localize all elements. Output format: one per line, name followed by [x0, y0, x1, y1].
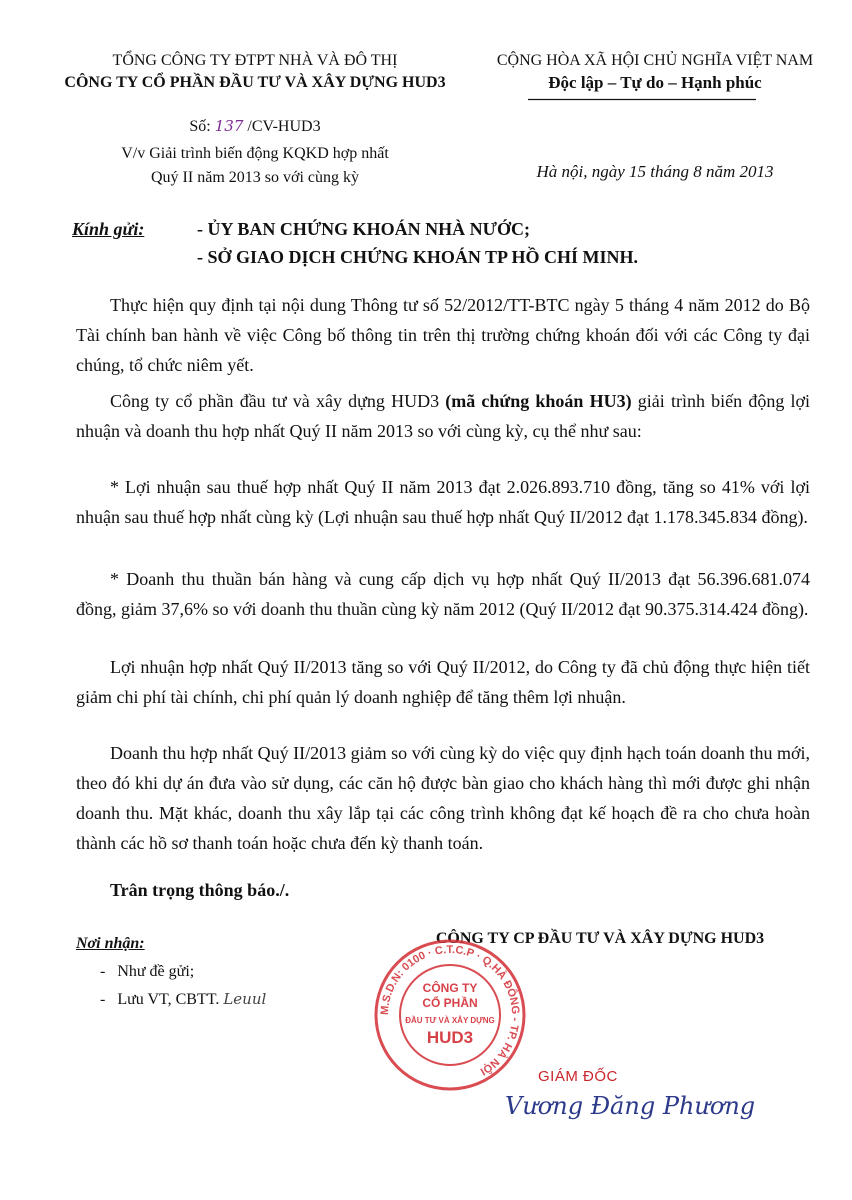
- issuer-block: [20, 50, 490, 94]
- signer-name-signature: Vương Đăng Phương: [505, 1092, 756, 1120]
- noi-nhan-item: - Như đề gửi;: [100, 963, 195, 980]
- paragraph-profit: * Lợi nhuận sau thuế hợp nhất Quý II năm 2013 đạt 2.026.893.710 đồng, tăng so 41% với lợi nhuận sau thuế hợp nhất cùng kỳ (Lợi nhuận sau thuế hợp nhất Quý II/2012 đạt 1.178.345.834 đồng).: [76, 477, 810, 527]
- seal-line-2: CỔ PHẦN: [422, 996, 478, 1010]
- company-seal-stamp: [370, 935, 530, 1095]
- motto: Độc lập – Tự do – Hạnh phúc: [548, 73, 762, 92]
- stock-code: (mã chứng khoán HU3): [445, 391, 632, 411]
- intro-text-end: giải trình biến động lợi nhuận và doanh thu hợp nhất Quý II năm 2013 so với cùng kỳ, cụ thể như sau:: [76, 391, 811, 441]
- recipient-ssc: - ỦY BAN CHỨNG KHOÁN NHÀ NƯỚC;: [197, 219, 530, 239]
- number-suffix: /CV-HUD3: [247, 118, 321, 135]
- seal-line-1: CÔNG TY: [422, 981, 478, 995]
- noi-nhan-item-text: Như đề gửi;: [117, 963, 195, 980]
- org-name: CÔNG TY CỔ PHẦN ĐẦU TƯ VÀ XÂY DỰNG HUD3: [64, 74, 446, 91]
- document-date: Hà nội, ngày 15 tháng 8 năm 2013: [536, 162, 774, 181]
- paragraph-revenue-reason: Doanh thu hợp nhất Quý II/2013 giảm so với cùng kỳ do việc quy định hạch toán doanh thu mới, theo đó khi dự án đưa vào sử dụng, các căn hộ được bàn giao cho khách hàng thì mới được ghi nhận doanh thu. Mặt khác, doanh thu xây lắp tại các công trình không đạt kế hoạch đề ra cho chưa hoàn thành các hồ sơ thanh toán hoặc chưa đến kỳ thanh toán.: [76, 743, 810, 853]
- seal-line-3: ĐẦU TƯ VÀ XÂY DỰNG: [405, 1016, 495, 1025]
- seal-ring-text: M.S.D.N: 0100 · C.T.C.P · Q.HÀ ĐÔNG - TP. HÀ NỘI: [378, 943, 522, 1078]
- paragraph-revenue: * Doanh thu thuần bán hàng và cung cấp dịch vụ hợp nhất Quý II/2013 đạt 56.396.681.074 đồng, giảm 37,6% so với doanh thu thuần cùng kỳ năm 2012 (Quý II/2012 đạt 90.375.314.424 đồng).: [76, 569, 810, 619]
- paragraph-intro: [76, 386, 810, 446]
- nation-title: CỘNG HÒA XÃ HỘI CHỦ NGHĨA VIỆT NAM: [496, 52, 814, 69]
- national-header: [470, 50, 840, 94]
- noi-nhan-item-text: Lưu VT, CBTT.: [117, 991, 220, 1008]
- noi-nhan-label: Nơi nhận:: [76, 935, 145, 952]
- signer-role: GIÁM ĐỐC: [538, 1068, 618, 1085]
- handwritten-initials: Leuul: [223, 990, 267, 1008]
- paragraph-legal-basis: Thực hiện quy định tại nội dung Thông tư số 52/2012/TT-BTC ngày 5 tháng 4 năm 2012 do Bộ Tài chính ban hành về việc Công bố thông tin trên thị trường chứng khoán đối với các Công ty đại chúng, tổ chức niêm yết.: [76, 295, 810, 375]
- number-prefix: Số:: [189, 118, 211, 135]
- handwritten-number: 137: [214, 117, 244, 135]
- document-number: [20, 115, 490, 138]
- subject-block: [20, 142, 490, 190]
- paragraph-profit-reason: Lợi nhuận hợp nhất Quý II/2013 tăng so với Quý II/2012, do Công ty đã chủ động thực hiện tiết giảm chi phí tài chính, chi phí quản lý doanh nghiệp để tăng thêm lợi nhuận.: [76, 657, 810, 707]
- subject-line-2: Quý II năm 2013 so với cùng kỳ: [151, 169, 359, 186]
- parent-org: TỔNG CÔNG TY ĐTPT NHÀ VÀ ĐÔ THỊ: [112, 52, 398, 69]
- closing-line: Trân trọng thông báo./.: [110, 880, 290, 900]
- subject-line-1: V/v Giải trình biến động KQKD hợp nhất: [121, 145, 389, 162]
- motto-underline: [528, 98, 756, 101]
- intro-text-start: Công ty cổ phần đầu tư và xây dựng HUD3: [110, 391, 446, 411]
- signing-company: CÔNG TY CP ĐẦU TƯ VÀ XÂY DỰNG HUD3: [435, 930, 765, 947]
- seal-line-4: HUD3: [426, 1028, 474, 1047]
- recipient-hose: - SỞ GIAO DỊCH CHỨNG KHOÁN TP HỒ CHÍ MINH.: [197, 247, 639, 267]
- recipients-label: Kính gửi:: [72, 219, 145, 239]
- noi-nhan-item: - Lưu VT, CBTT. Leuul: [100, 990, 267, 1008]
